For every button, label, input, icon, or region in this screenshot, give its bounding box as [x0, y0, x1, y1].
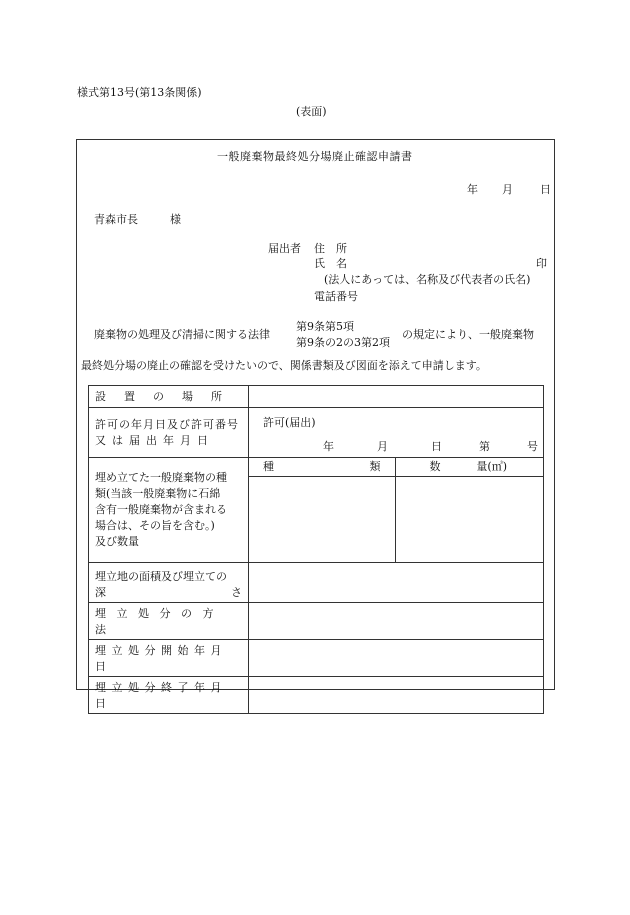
label-permit-line1: 許可の年月日及び許可番号	[95, 418, 239, 431]
label-method	[89, 603, 249, 640]
law-name: 廃棄物の処理及び清掃に関する法律	[94, 328, 270, 341]
col-qty-1: 数	[429, 460, 441, 473]
col-type-2: 類	[369, 460, 381, 473]
page-title: 一般廃棄物最終処分場廃止確認申請書	[217, 150, 413, 163]
body-line-2: 最終処分場の廃止の確認を受けたいので、関係書類及び図面を添えて申請します。	[81, 359, 487, 372]
value-method[interactable]	[249, 603, 544, 640]
label-start-date	[89, 640, 249, 677]
form-code: 様式第13号(第13条関係)	[77, 86, 202, 99]
label-start-text: 埋立処分開始年月日	[95, 644, 227, 673]
value-waste-type[interactable]	[249, 476, 395, 562]
law-article-1: 第9条第5項	[296, 320, 354, 333]
value-location[interactable]	[249, 386, 544, 408]
label-area-depth-2: さ	[231, 586, 242, 599]
value-waste-qty[interactable]	[395, 476, 543, 562]
address-label: 住 所	[314, 242, 347, 255]
label-waste-line4: 場合は、その旨を含む。)	[95, 519, 215, 532]
value-start-date[interactable]	[249, 640, 544, 677]
permit-number-suffix: 号	[527, 440, 538, 453]
details-table	[88, 385, 544, 714]
date-month: 月	[502, 183, 513, 196]
label-location-text: 設置の場所	[95, 390, 240, 403]
label-waste-type	[89, 458, 249, 563]
label-waste-line5: 及び数量	[95, 535, 139, 548]
label-permit-line2: 又は届出年月日	[95, 434, 214, 447]
date-year: 年	[467, 183, 478, 196]
col-qty-2: 量(㎥)	[476, 460, 507, 473]
label-permit	[89, 408, 249, 458]
label-area-depth-1: 深	[95, 586, 106, 599]
side-label: (表面)	[296, 105, 327, 118]
label-waste-line3: 含有一般廃棄物が含まれる	[95, 503, 227, 516]
value-end-date[interactable]	[249, 677, 544, 714]
label-area-line1: 埋立地の面積及び埋立ての	[95, 570, 227, 583]
label-end-date	[89, 677, 249, 714]
col-type-1: 種	[263, 460, 274, 473]
phone-label: 電話番号	[314, 290, 358, 303]
label-method-text: 埋立処分の方法	[95, 607, 224, 636]
label-area	[89, 563, 249, 603]
label-end-text: 埋立処分終了年月日	[95, 681, 227, 710]
addressee	[94, 211, 181, 227]
value-permit[interactable]	[249, 408, 544, 458]
label-waste-line2: 類(当該一般廃棄物に石綿	[95, 487, 221, 500]
name-label: 氏 名	[314, 257, 347, 270]
col-type-header	[249, 458, 395, 476]
date-row	[467, 181, 551, 197]
label-waste-line1: 埋め立てた一般廃棄物の種	[95, 471, 227, 484]
addressee-name: 青森市長	[94, 213, 138, 226]
law-tail: の規定により、一般廃棄物	[402, 328, 534, 341]
waste-subtable	[249, 458, 543, 562]
date-day: 日	[540, 183, 551, 196]
applicant-label: 届出者	[268, 242, 301, 255]
permit-month: 月	[377, 440, 388, 453]
label-location	[89, 386, 249, 408]
corp-note: (法人にあっては、名称及び代表者の氏名)	[324, 273, 531, 286]
permit-number-prefix: 第	[479, 440, 490, 453]
permit-year: 年	[323, 440, 334, 453]
value-area[interactable]	[249, 563, 544, 603]
seal-mark: 印	[536, 257, 547, 270]
addressee-honorific: 様	[170, 213, 181, 226]
permit-text: 許可(届出)	[263, 416, 316, 429]
law-article-2: 第9条の2の3第2項	[296, 336, 390, 349]
permit-day: 日	[431, 440, 442, 453]
label-area-line2	[95, 584, 242, 600]
value-waste	[249, 458, 544, 563]
col-qty-header	[395, 458, 543, 476]
